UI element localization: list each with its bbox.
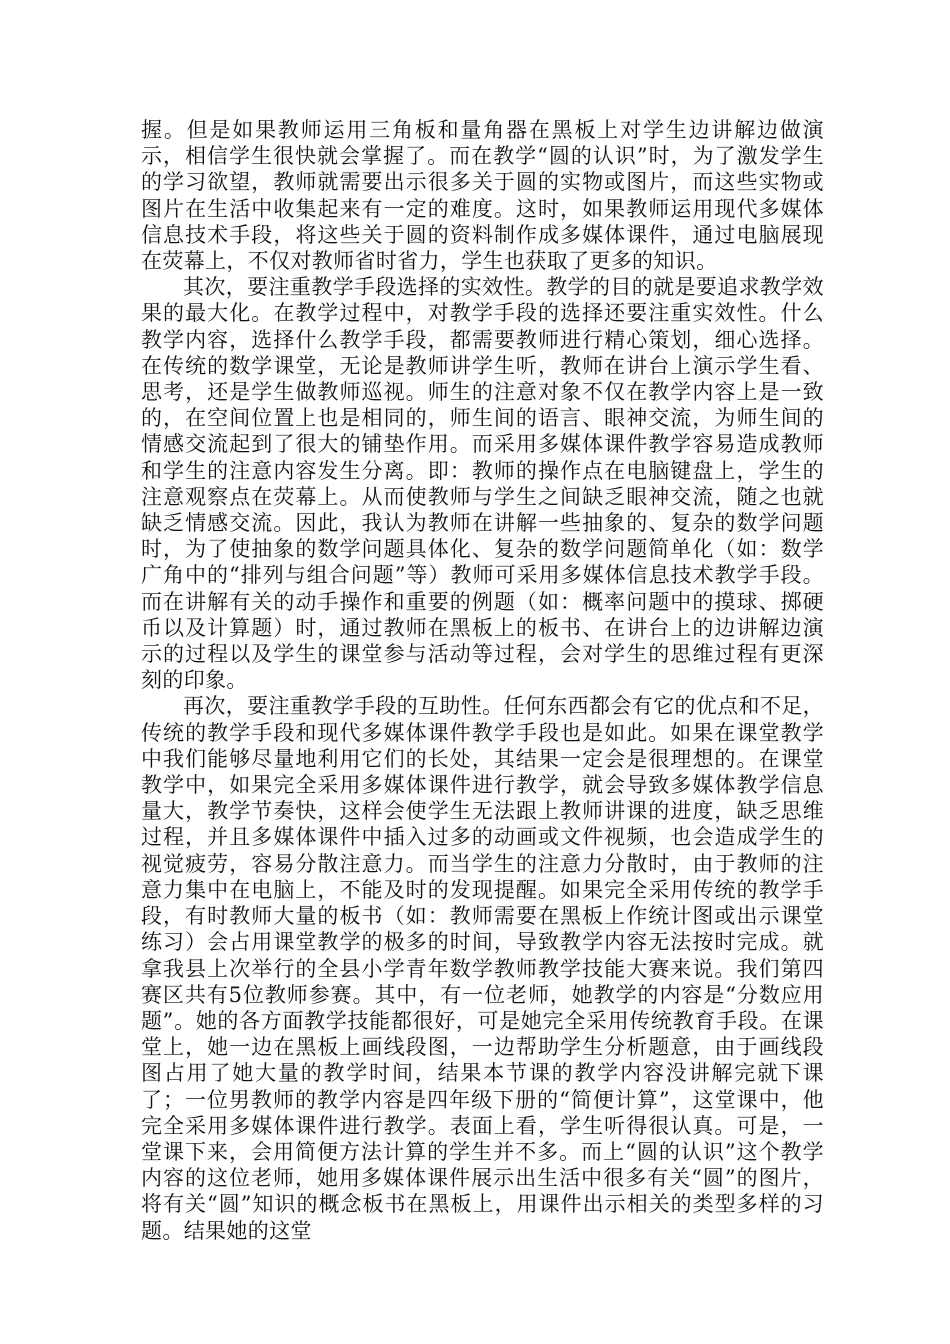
paragraph-2: 其次，要注重教学手段选择的实效性。教学的目的就是要追求教学效果的最大化。在教学过程中，对教学手段的选择还要注重实效性。什么教学内容，选择什么教学手段，都需要教师进行精心策划，细心选择。在传统的数学课堂，无论是教师讲学生听，教师在讲台上演示学生看、思考，还是学生做教师巡视。师生的注意对象不仅在教学内容上是一致的，在空间位置上也是相同的，师生间的语言、眼神交流，为师生间的情感交流起到了很大的铺垫作用。而采用多媒体课件教学容易造成教师和学生的注意内容发生分离。即：教师的操作点在电脑键盘上，学生的注意观察点在荧幕上。从而使教师与学生之间缺乏眼神交流，随之也就缺乏情感交流。因此，我认为教师在讲解一些抽象的、复杂的数学问题时，为了使抽象的数学问题具体化、复杂的数学问题简单化（如：数学广角中的“排列与组合问题”等）教师可采用多媒体信息技术教学手段。而在讲解有关的动手操作和重要的例题（如：概率问题中的摸球、掷硬币以及计算题）时，通过教师在黑板上的板书、在讲台上的边讲解边演示的过程以及学生的课堂参与活动等过程，会对学生的思维过程有更深刻的印象。	[141, 275, 824, 693]
paragraph-1: 握。但是如果教师运用三角板和量角器在黑板上对学生边讲解边做演示，相信学生很快就会掌握了。而在教学“圆的认识”时，为了激发学生的学习欲望，教师就需要出示很多关于圆的实物或图片，而这些实物或图片在生活中收集起来有一定的难度。这时，如果教师运用现代多媒体信息技术手段，将这些关于圆的资料制作成多媒体课件，通过电脑展现在荧幕上，不仅对教师省时省力，学生也获取了更多的知识。	[141, 118, 824, 274]
paragraph-3: 再次，要注重教学手段的互助性。任何东西都会有它的优点和不足，传统的教学手段和现代多媒体课件教学手段也是如此。如果在课堂教学中我们能够尽量地利用它们的长处，其结果一定会是很理想的。在课堂教学中，如果完全采用多媒体课件进行教学，就会导致多媒体教学信息量大，教学节奏快，这样会使学生无法跟上教师讲课的进度，缺乏思维过程，并且多媒体课件中插入过多的动画或文件视频，也会造成学生的视觉疲劳，容易分散注意力。而当学生的注意力分散时，由于教师的注意力集中在电脑上，不能及时的发现提醒。如果完全采用传统的教学手段，有时教师大量的板书（如：教师需要在黑板上作统计图或出示课堂练习）会占用课堂教学的极多的时间，导致教学内容无法按时完成。就拿我县上次举行的全县小学青年数学教师教学技能大赛来说。我们第四赛区共有5位教师参赛。其中，有一位老师，她教学的内容是“分数应用题”。她的各方面教学技能都很好，可是她完全采用传统教育手段。在课堂上，她一边在黑板上画线段图，一边帮助学生分析题意，由于画线段图占用了她大量的教学时间，结果本节课的教学内容没讲解完就下课了；一位男教师的教学内容是四年级下册的“简便计算”，这堂课中，他完全采用多媒体课件进行教学。表面上看，学生听得很认真。可是，一堂课下来，会用简便方法计算的学生并不多。而上“圆的认识”这个教学内容的这位老师，她用多媒体课件展示出生活中很多有关“圆”的图片，将有关“圆”知识的概念板书在黑板上，用课件出示相关的类型多样的习题。结果她的这堂	[141, 694, 824, 1243]
document-body	[141, 117, 824, 1244]
